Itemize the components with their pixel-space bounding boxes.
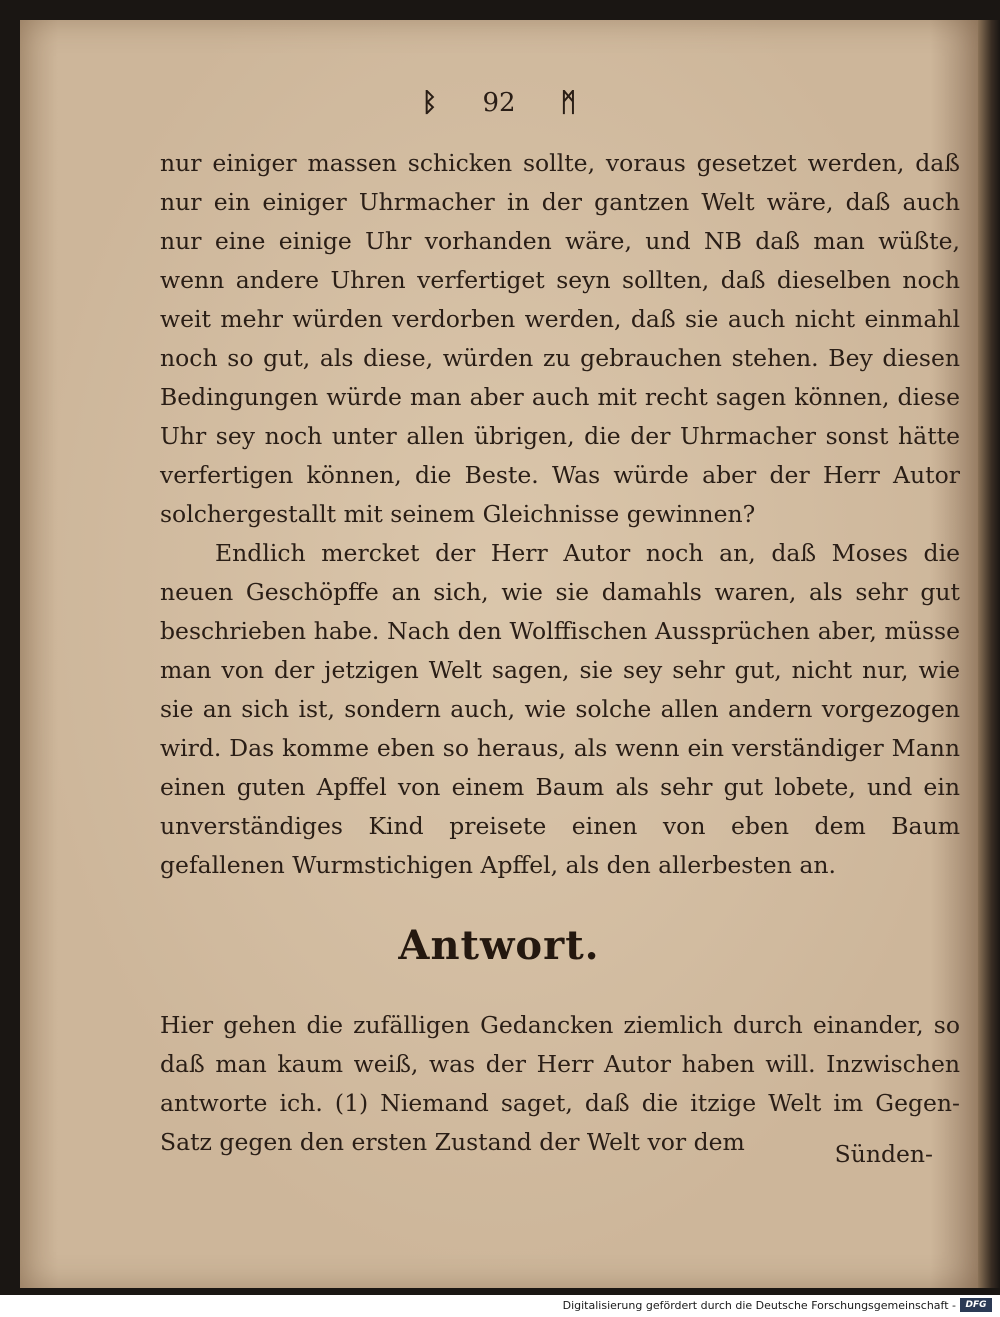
answer-paragraph: Hier gehen die zufälligen Gedancken ziemlich durch einander, so daß man kaum weiß, was der Herr Autor haben will. Inzwischen antworte ich. (1) Niemand saget, daß die itzige Welt im Gegen-Satz gegen den ersten Zustand der Welt vor dem: [160, 1010, 960, 1156]
header-ornament-left: ᛒ: [421, 88, 438, 118]
paper-page: [20, 20, 978, 1288]
page-header: [20, 88, 978, 118]
paragraph-1: nur einiger massen schicken sollte, voraus gesetzet werden, daß nur ein einiger Uhrmacher in der gantzen Welt wäre, daß auch nur eine einige Uhr vorhanden wäre, und NB daß man wüßte, wenn andere Uhren verfertiget seyn sollten, daß dieselben noch weit mehr würden verdorben werden, daß sie auch nicht einmahl noch so gut, als diese, würden zu gebrauchen stehen. Bey diesen Bedingungen würde man aber auch mit recht sagen können, diese Uhr sey noch unter allen übrigen, die der Uhrmacher sonst hätte verfertigen können, die Beste. Was würde aber der Herr Autor solchergestallt mit seinem Gleichnisse gewinnen?: [160, 149, 960, 528]
page-edge: [978, 20, 1000, 1288]
catchword: Sünden-: [834, 1140, 933, 1168]
body-text: [160, 144, 960, 885]
footer-credit: Digitalisierung gefördert durch die Deutsche Forschungsgemeinschaft -: [562, 1299, 956, 1312]
section-heading: Antwort.: [398, 922, 600, 969]
footer-bar: [0, 1295, 1000, 1317]
dfg-logo: DFG: [960, 1298, 992, 1312]
header-ornament-right: ᛗ: [560, 88, 577, 118]
page-number: 92: [482, 88, 516, 118]
paragraph-2: Endlich mercket der Herr Autor noch an, daß Moses die neuen Geschöpffe an sich, wie sie damahls waren, als sehr gut beschrieben habe. Nach den Wolffischen Aussprüchen aber, müsse man von der jetzigen Welt sagen, sie sey sehr gut, nicht nur, wie sie an sich ist, sondern auch, wie solche allen andern vorgezogen wird. Das komme eben so heraus, als wenn ein verständiger Mann einen guten Apffel von einem Baum als sehr gut lobete, und ein unverständiges Kind preisete einen von eben dem Baum gefallenen Wurmstichigen Apffel, als den allerbesten an.: [160, 539, 960, 879]
